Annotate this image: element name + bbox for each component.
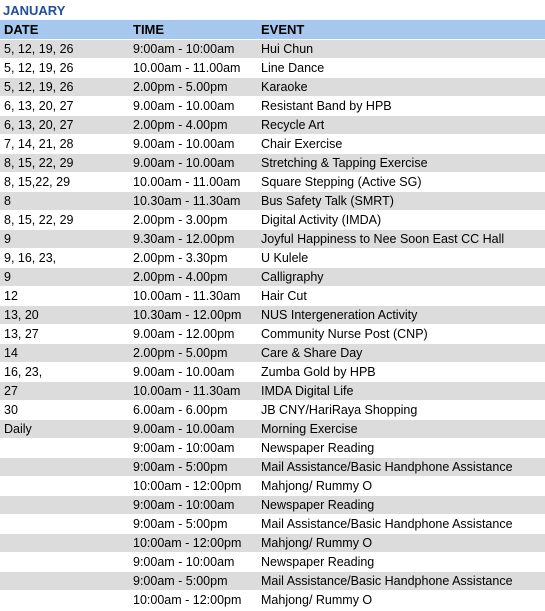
cell-event: Recycle Art (257, 116, 545, 135)
cell-time: 10.00am - 11.00am (129, 59, 257, 78)
schedule-body (0, 40, 545, 610)
cell-date (0, 439, 129, 458)
cell-time: 9.00am - 12.00pm (129, 325, 257, 344)
cell-date (0, 496, 129, 515)
cell-event: Care & Share Day (257, 344, 545, 363)
cell-date: 6, 13, 20, 27 (0, 97, 129, 116)
table-row (0, 192, 545, 211)
table-row (0, 268, 545, 287)
cell-date: 27 (0, 382, 129, 401)
header-time: TIME (129, 20, 257, 40)
cell-date: 7, 14, 21, 28 (0, 135, 129, 154)
cell-time: 10.30am - 11.30am (129, 192, 257, 211)
cell-event: U Kulele (257, 249, 545, 268)
cell-time: 9.30am - 12.00pm (129, 230, 257, 249)
table-row (0, 116, 545, 135)
header-date: DATE (0, 20, 129, 40)
cell-time: 6.00am - 6.00pm (129, 401, 257, 420)
table-row (0, 287, 545, 306)
cell-time: 9:00am - 10:00am (129, 553, 257, 572)
table-row (0, 211, 545, 230)
table-row (0, 78, 545, 97)
cell-time: 2.00pm - 5.00pm (129, 78, 257, 97)
table-row (0, 515, 545, 534)
cell-time: 9:00am - 5:00pm (129, 515, 257, 534)
cell-event: Square Stepping (Active SG) (257, 173, 545, 192)
table-row (0, 154, 545, 173)
table-row (0, 40, 545, 59)
table-row (0, 458, 545, 477)
cell-date (0, 515, 129, 534)
cell-date: 8 (0, 192, 129, 211)
table-row (0, 591, 545, 610)
cell-date: 12 (0, 287, 129, 306)
cell-event: IMDA Digital Life (257, 382, 545, 401)
cell-time: 9:00am - 5:00pm (129, 572, 257, 591)
cell-date: 13, 20 (0, 306, 129, 325)
cell-date (0, 458, 129, 477)
cell-event: Mail Assistance/Basic Handphone Assistance (257, 572, 545, 591)
cell-time: 10.30am - 12.00pm (129, 306, 257, 325)
table-row (0, 439, 545, 458)
cell-event: Digital Activity (IMDA) (257, 211, 545, 230)
cell-date (0, 477, 129, 496)
cell-time: 9.00am - 10.00am (129, 154, 257, 173)
cell-date (0, 572, 129, 591)
table-row (0, 97, 545, 116)
cell-time: 10:00am - 12:00pm (129, 591, 257, 610)
table-row (0, 135, 545, 154)
cell-event: Mail Assistance/Basic Handphone Assistance (257, 515, 545, 534)
cell-date: 5, 12, 19, 26 (0, 59, 129, 78)
cell-date: 30 (0, 401, 129, 420)
cell-time: 2.00pm - 4.00pm (129, 116, 257, 135)
cell-date: 8, 15,22, 29 (0, 173, 129, 192)
cell-date: 13, 27 (0, 325, 129, 344)
cell-time: 9.00am - 10.00am (129, 363, 257, 382)
cell-event: Hui Chun (257, 40, 545, 59)
cell-date (0, 591, 129, 610)
cell-date: 16, 23, (0, 363, 129, 382)
cell-date: 9, 16, 23, (0, 249, 129, 268)
cell-time: 2.00pm - 3.00pm (129, 211, 257, 230)
cell-event: JB CNY/HariRaya Shopping (257, 401, 545, 420)
cell-time: 9.00am - 10.00am (129, 135, 257, 154)
cell-time: 2.00pm - 3.30pm (129, 249, 257, 268)
cell-event: NUS Intergeneration Activity (257, 306, 545, 325)
header-event: EVENT (257, 20, 545, 40)
cell-time: 9:00am - 10:00am (129, 40, 257, 59)
cell-event: Line Dance (257, 59, 545, 78)
table-row (0, 401, 545, 420)
cell-date: Daily (0, 420, 129, 439)
cell-date (0, 553, 129, 572)
cell-event: Morning Exercise (257, 420, 545, 439)
cell-time: 9:00am - 5:00pm (129, 458, 257, 477)
cell-time: 9:00am - 10:00am (129, 439, 257, 458)
cell-time: 2.00pm - 5.00pm (129, 344, 257, 363)
cell-event: Mail Assistance/Basic Handphone Assistance (257, 458, 545, 477)
cell-date: 5, 12, 19, 26 (0, 78, 129, 97)
cell-event: Stretching & Tapping Exercise (257, 154, 545, 173)
cell-event: Newspaper Reading (257, 496, 545, 515)
cell-event: Calligraphy (257, 268, 545, 287)
table-row (0, 477, 545, 496)
table-row (0, 382, 545, 401)
cell-time: 9.00am - 10.00am (129, 420, 257, 439)
table-row (0, 553, 545, 572)
cell-time: 10:00am - 12:00pm (129, 477, 257, 496)
table-row (0, 363, 545, 382)
table-row (0, 344, 545, 363)
cell-date: 14 (0, 344, 129, 363)
cell-date (0, 534, 129, 553)
cell-time: 10.00am - 11.00am (129, 173, 257, 192)
cell-event: Mahjong/ Rummy O (257, 591, 545, 610)
cell-event: Karaoke (257, 78, 545, 97)
cell-time: 9.00am - 10.00am (129, 97, 257, 116)
cell-date: 6, 13, 20, 27 (0, 116, 129, 135)
cell-event: Zumba Gold by HPB (257, 363, 545, 382)
cell-date: 8, 15, 22, 29 (0, 154, 129, 173)
cell-event: Joyful Happiness to Nee Soon East CC Hall (257, 230, 545, 249)
table-row (0, 534, 545, 553)
cell-time: 2.00pm - 4.00pm (129, 268, 257, 287)
month-title: JANUARY (3, 3, 66, 18)
table-row (0, 230, 545, 249)
cell-event: Mahjong/ Rummy O (257, 534, 545, 553)
cell-event: Community Nurse Post (CNP) (257, 325, 545, 344)
table-row (0, 306, 545, 325)
table-row (0, 59, 545, 78)
cell-time: 10.00am - 11.30am (129, 287, 257, 306)
table-row (0, 420, 545, 439)
cell-event: Hair Cut (257, 287, 545, 306)
cell-date: 9 (0, 268, 129, 287)
schedule-table (0, 20, 545, 610)
cell-date: 9 (0, 230, 129, 249)
cell-time: 10:00am - 12:00pm (129, 534, 257, 553)
cell-event: Bus Safety Talk (SMRT) (257, 192, 545, 211)
table-row (0, 249, 545, 268)
cell-date: 5, 12, 19, 26 (0, 40, 129, 59)
cell-time: 10.00am - 11.30am (129, 382, 257, 401)
cell-event: Mahjong/ Rummy O (257, 477, 545, 496)
table-row (0, 496, 545, 515)
table-row (0, 173, 545, 192)
table-row (0, 572, 545, 591)
cell-event: Resistant Band by HPB (257, 97, 545, 116)
cell-date: 8, 15, 22, 29 (0, 211, 129, 230)
table-row (0, 325, 545, 344)
header-row (0, 20, 545, 40)
cell-event: Newspaper Reading (257, 439, 545, 458)
cell-event: Chair Exercise (257, 135, 545, 154)
cell-time: 9:00am - 10:00am (129, 496, 257, 515)
cell-event: Newspaper Reading (257, 553, 545, 572)
